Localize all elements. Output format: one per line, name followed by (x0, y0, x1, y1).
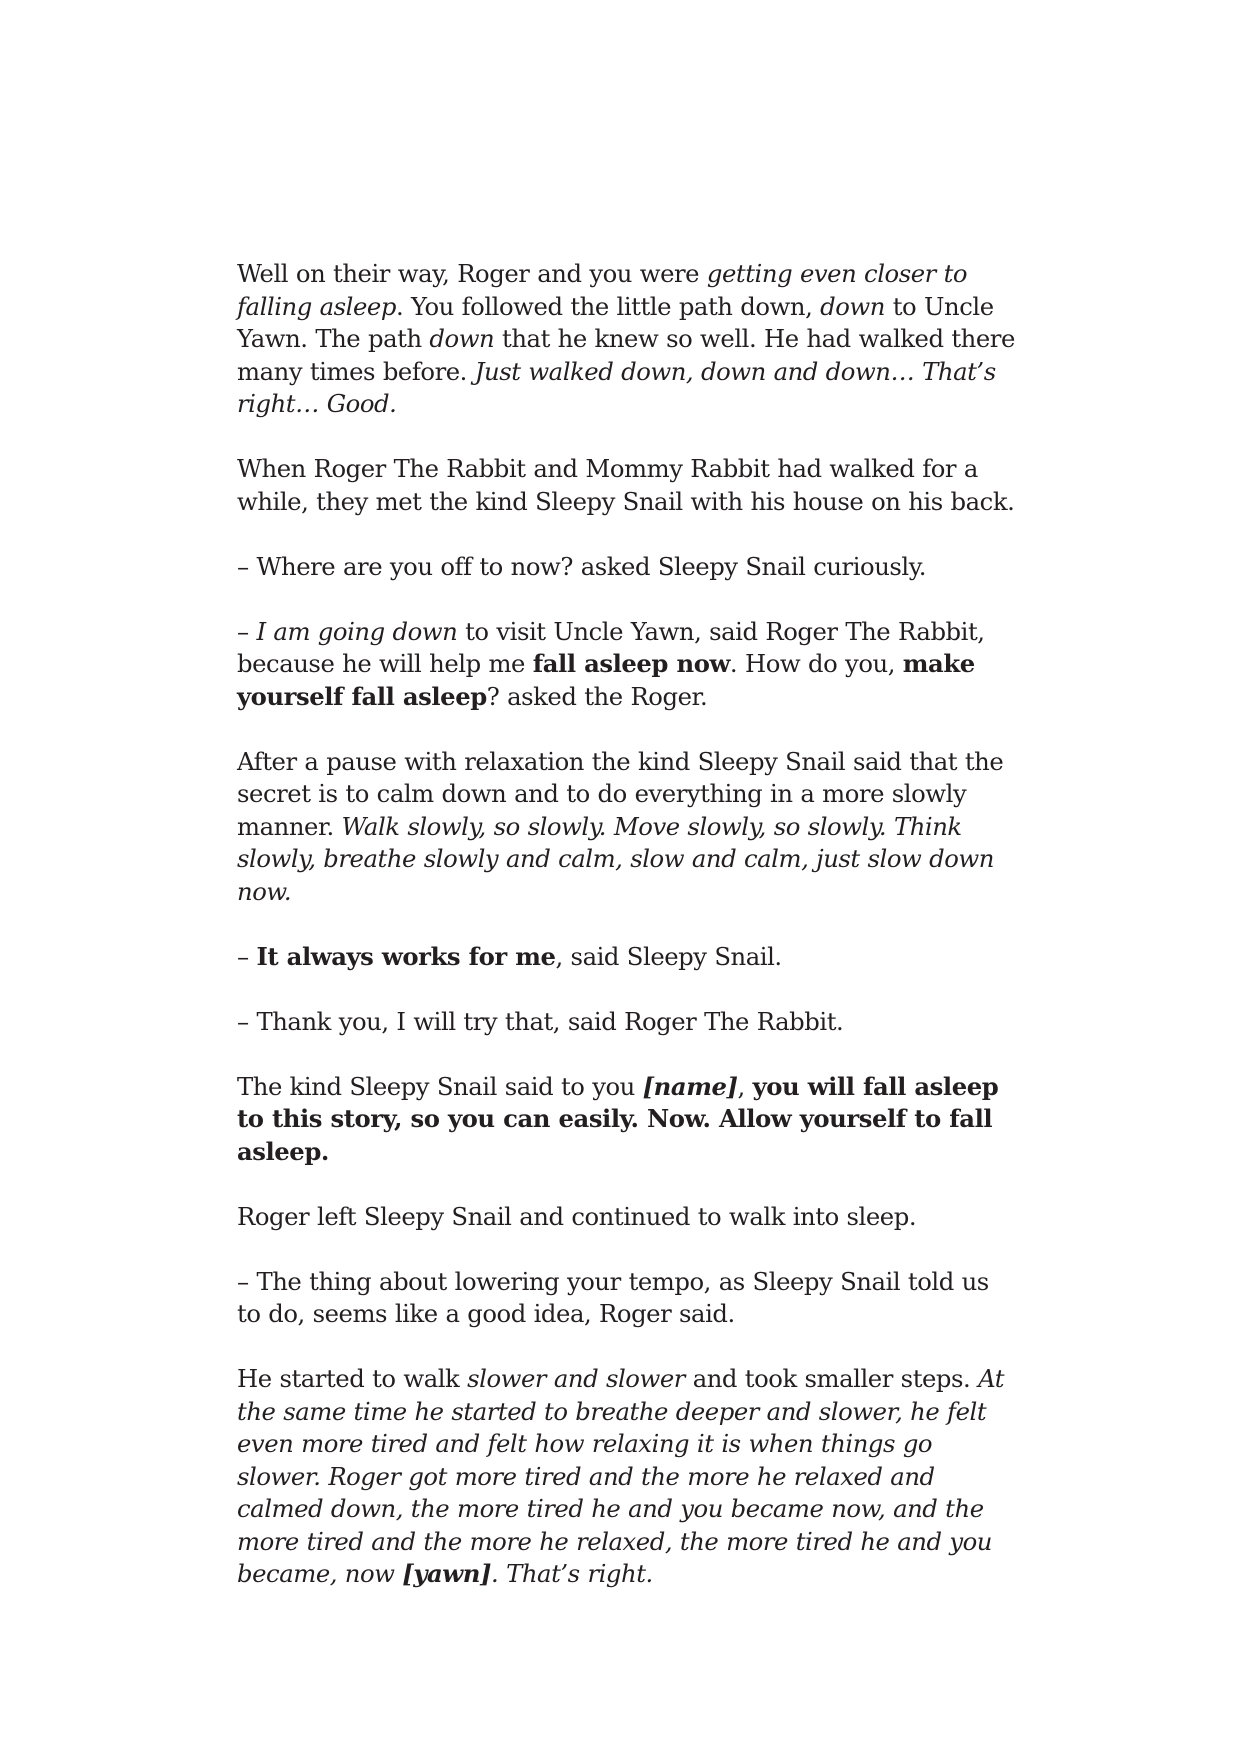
paragraph (237, 258, 1017, 421)
text-run: you will fall asleep to this story, so you can easily. Now. Allow yourself to fall asleep. (237, 1071, 999, 1166)
text-run: down (429, 324, 495, 353)
paragraph (237, 1006, 1017, 1039)
text-run: getting even closer to falling asleep (237, 259, 968, 321)
text-run: . That’s right. (491, 1559, 653, 1588)
text-run: At the same time he started to breathe deeper and slower, he felt even more tired and felt how relaxing it is when things go slower. Roger got more tired and the more he relaxed and calmed down, the more tired he and you became now, and the more tired and the more he relaxed, the more tired he and you became, now (237, 1364, 1005, 1588)
text-run: The kind Sleepy Snail said to you (237, 1071, 643, 1101)
paragraph (237, 453, 1017, 518)
paragraph (237, 551, 1017, 584)
paragraph (237, 1201, 1017, 1234)
text-run: . How do you, (729, 649, 903, 678)
story-text (237, 258, 1017, 1591)
paragraph (237, 941, 1017, 974)
text-run: [name] (642, 1071, 738, 1101)
text-run: to visit Uncle Yawn, said Roger The Rabbit, because he will help me (237, 616, 985, 678)
paragraph (237, 746, 1017, 909)
text-run: I am going down (256, 616, 458, 646)
text-run: He started to walk (237, 1364, 468, 1393)
text-run: Walk slowly, so slowly. Move slowly, so slowly. Think slowly, breathe slowly and calm, slow and calm, just slow down now. (237, 811, 994, 906)
text-run: fall asleep now (532, 649, 730, 678)
text-run: down (820, 291, 885, 321)
paragraph (237, 1071, 1017, 1169)
text-run: [yawn] (402, 1559, 492, 1588)
text-run: . You followed the little path down, (395, 291, 821, 321)
text-run: – Where are you off to now? asked Sleepy Snail curiously. (237, 551, 927, 581)
text-run: that he knew so well. He had walked there many times before. (237, 324, 1015, 386)
text-run: – Thank you, I will try that, said Roger The Rabbit. (237, 1006, 844, 1036)
text-run: , said Sleepy Snail. (555, 941, 782, 971)
text-run: Roger left Sleepy Snail and continued to walk into sleep. (237, 1201, 917, 1231)
text-run: Just walked down, down and down… That’s right… Good. (237, 356, 996, 418)
paragraph (237, 1266, 1017, 1331)
text-run: ? asked the Roger. (486, 681, 708, 711)
text-run: and took smaller steps. (684, 1364, 979, 1393)
text-run: After a pause with relaxation the kind Sleepy Snail said that the secret is to calm down and to do everything in a more slowly manner. (237, 746, 1004, 841)
text-run: When Roger The Rabbit and Mommy Rabbit had walked for a while, they met the kind Sleepy Snail with his house on his back. (237, 454, 1015, 516)
paragraph (237, 616, 1017, 714)
text-run: – (237, 941, 257, 971)
text-run: – The thing about lowering your tempo, as Sleepy Snail told us to do, seems like a good idea, Roger said. (237, 1266, 989, 1328)
text-run: Well on their way, Roger and you were (237, 259, 707, 288)
text-run: to Uncle Yawn. The path (237, 291, 994, 353)
text-run: , (737, 1071, 753, 1101)
text-run: slower and slower (467, 1364, 685, 1393)
text-run: It always works for me (256, 941, 556, 971)
text-run: make yourself fall asleep (237, 649, 975, 711)
text-run: – (237, 616, 257, 646)
paragraph (237, 1363, 1017, 1591)
